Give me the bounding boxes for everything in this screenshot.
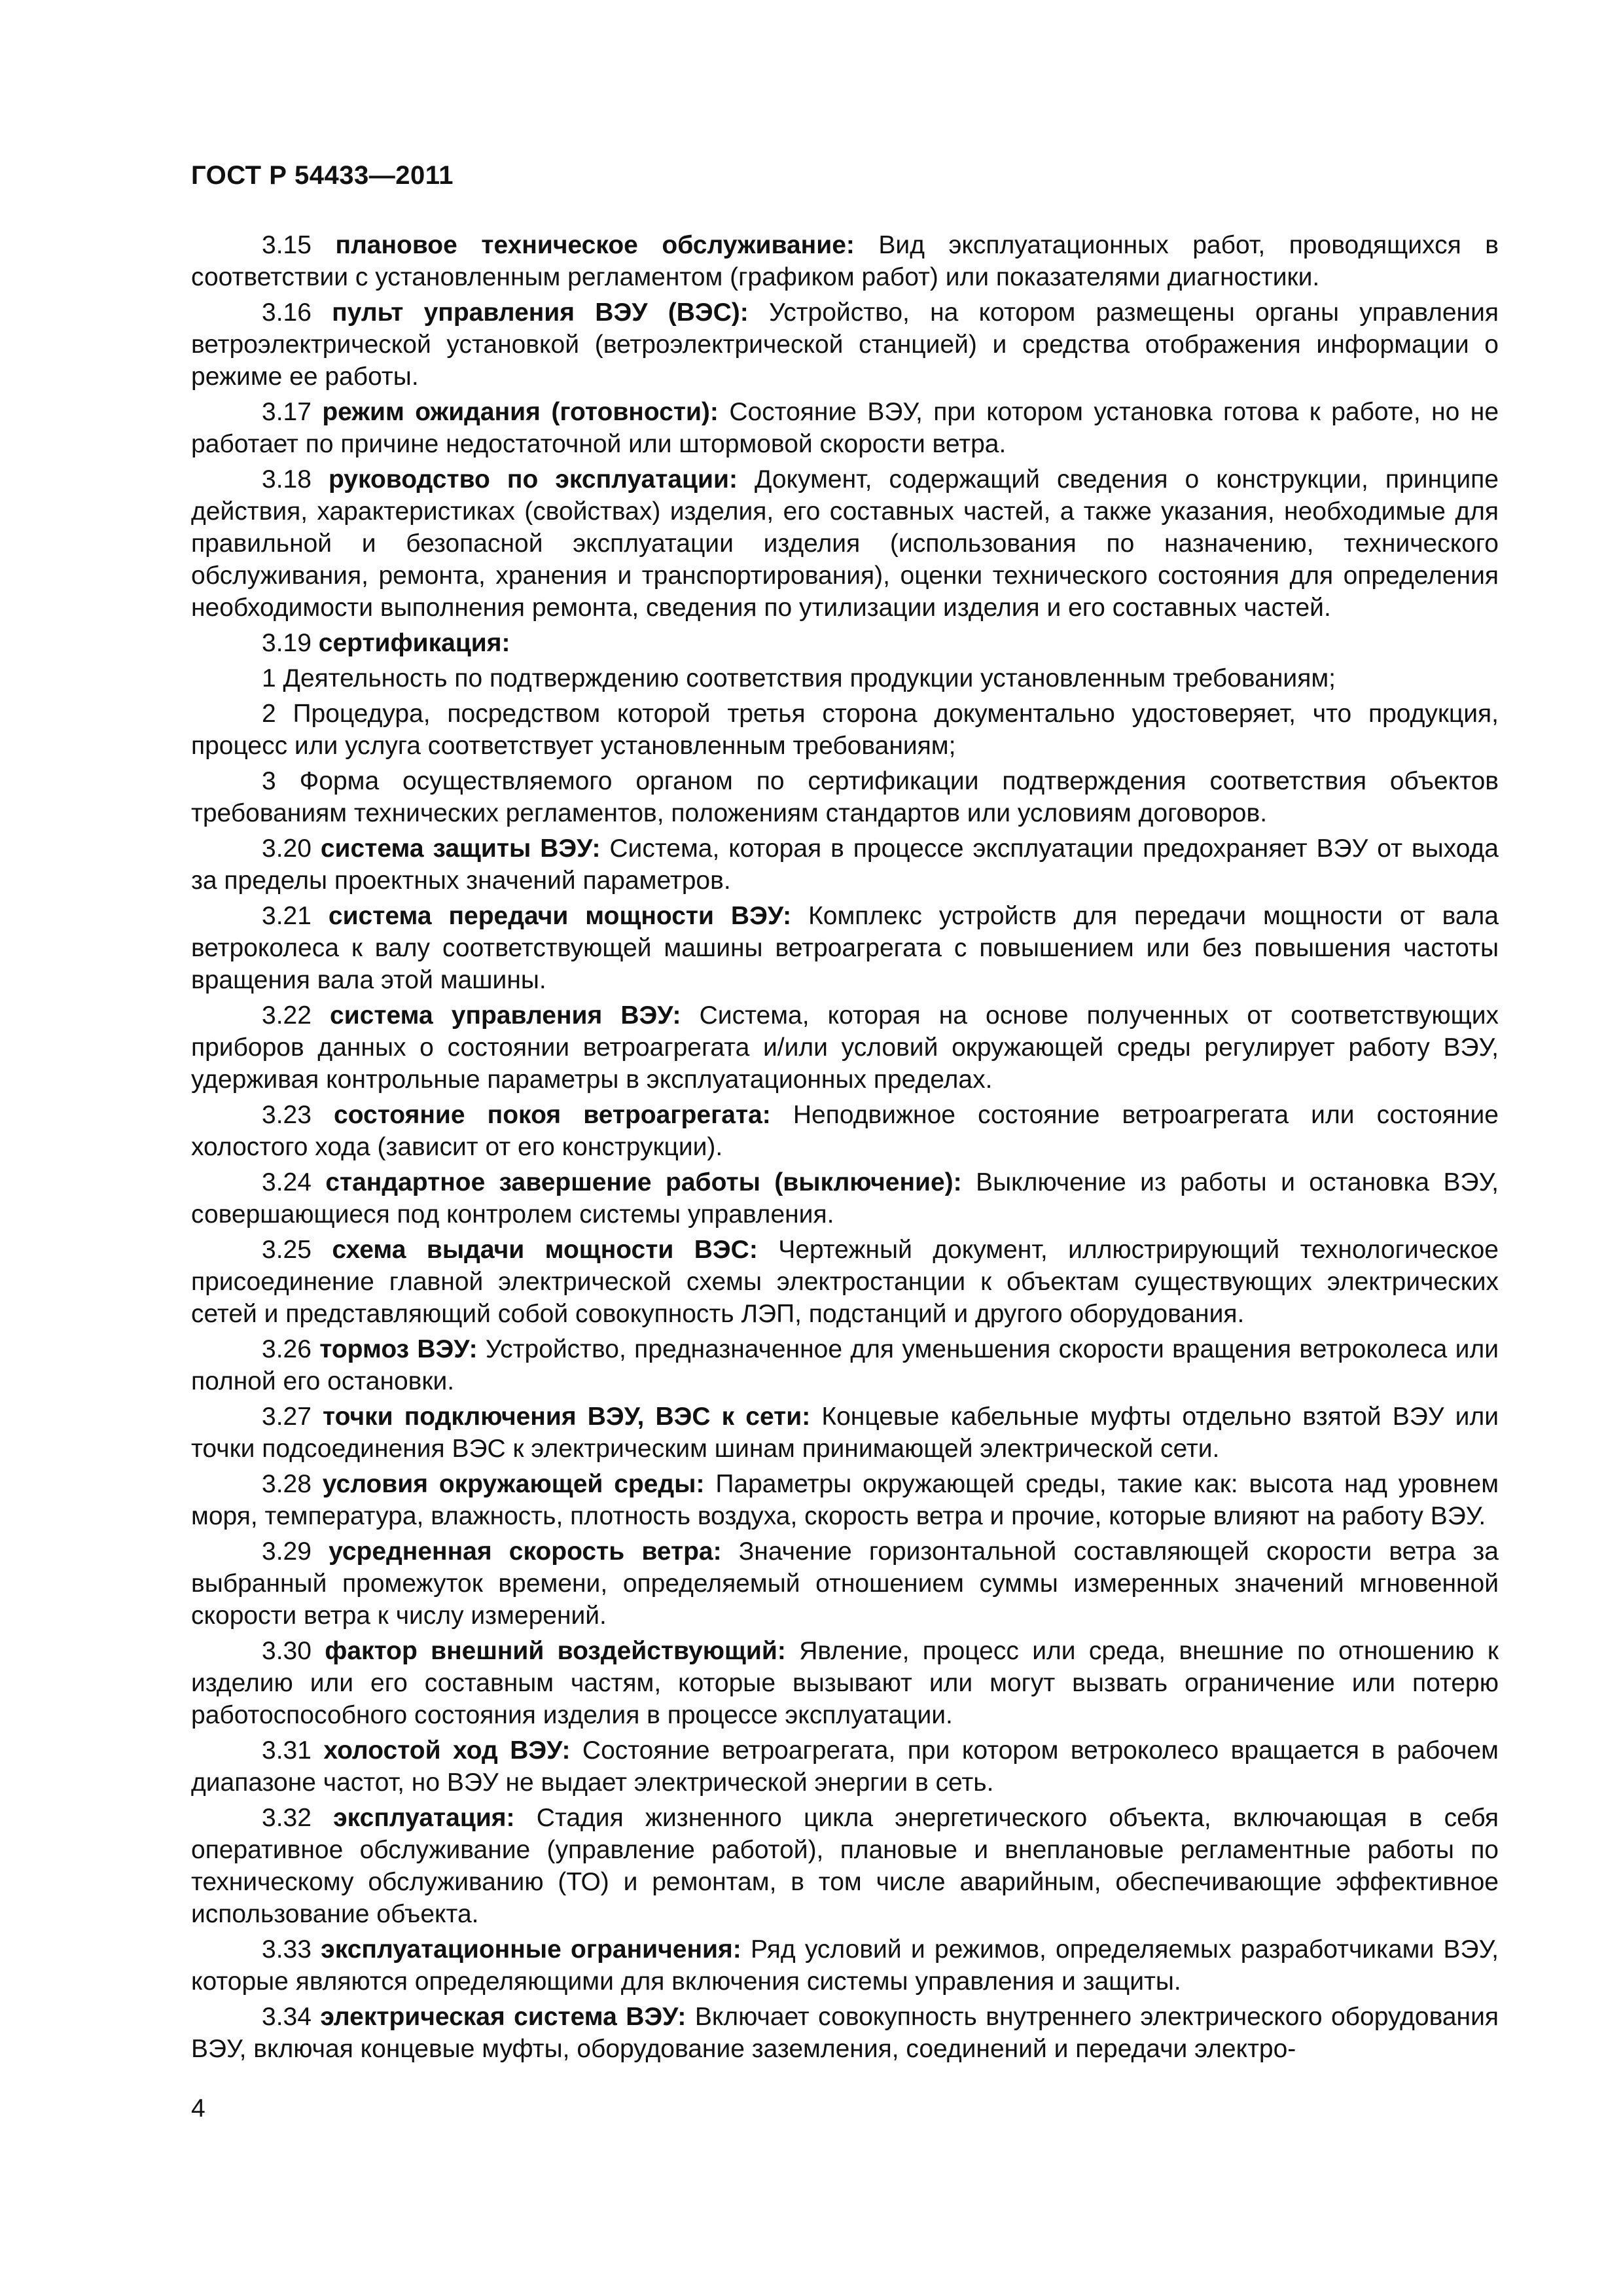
page-number: 4 [191,2094,205,2123]
definition-entry [191,1401,1499,1465]
entry-definition: 2 Процедура, посредством которой третья сторона документально удостоверяет, что продукция, процесс или услуга соответствует установленным требованиям; [191,700,1499,760]
entry-number: 3.22 [262,1001,312,1030]
entry-term: стандартное завершение работы (выключение): [325,1168,962,1196]
entry-definition: Параметры окружающей среды, такие как: высота над уровнем моря, температура, влажность, плотность воздуха, скорость ветра и прочие, которые влияют на работу ВЭУ. [191,1470,1499,1530]
entry-term: режим ожидания (готовности): [322,398,719,426]
definition-entry [191,1535,1499,1632]
entry-term: сертификация: [318,629,510,657]
entry-number: 3.31 [262,1736,312,1765]
definition-entry [191,662,1499,694]
definition-entry [191,229,1499,293]
entry-term: тормоз ВЭУ: [319,1335,478,1363]
entry-term: эксплуатация: [333,1804,515,1832]
entry-number: 3.30 [262,1637,312,1665]
entry-term: точки подключения ВЭУ, ВЭС к сети: [323,1403,811,1431]
entry-number: 3.32 [262,1804,312,1832]
entry-definition: Вид эксплуатационных работ, проводящихся в соответствии с установленным регламентом (графиком работ) или показателями диагностики. [191,231,1499,291]
entry-number: 3.23 [262,1101,312,1129]
entry-term: фактор внешний воздействующий: [325,1637,786,1665]
entry-term: состояние покоя ветроагрегата: [334,1101,771,1129]
entry-definition: Ряд условий и режимов, определяемых разработчиками ВЭУ, которые являются определяющими для включения системы управления и защиты. [191,1935,1499,1996]
entry-definition: Значение горизонтальной составляющей скорости ветра за выбранный промежуток времени, определяемый отношением суммы измеренных значений мгновенной скорости ветра к числу измерений. [191,1537,1499,1630]
entry-number: 3.34 [262,2003,312,2031]
definition-entry [191,1166,1499,1230]
definition-entry [191,1333,1499,1397]
definition-entry [191,833,1499,897]
entry-definition: Состояние ветроагрегата, при котором ветроколесо вращается в рабочем диапазоне частот, но ВЭУ не выдает электрической энергии в сеть. [191,1736,1499,1797]
entry-term: холостой ход ВЭУ: [323,1736,571,1765]
definition-entry [191,296,1499,393]
definition-entry [191,2001,1499,2065]
entry-term: пульт управления ВЭУ (ВЭС): [332,298,749,327]
entry-term: электрическая система ВЭУ: [320,2003,687,2031]
entry-number: 3.20 [262,834,312,863]
entry-definition: Чертежный документ, иллюстрирующий технологическое присоединение главной электрической схемы электростанции к объектам существующих электрических сетей и представляющий собой совокупность ЛЭП, подстанций и другого оборудования. [191,1236,1499,1328]
entry-definition: 3 Форма осуществляемого органом по сертификации подтверждения соответствия объектов требованиям технических регламентов, положениям стандартов или условиям договоров. [191,767,1499,827]
definition-entry [191,1234,1499,1330]
entry-definition: Явление, процесс или среда, внешние по отношению к изделию или его составным частям, которые вызывают или могут вызвать ограничение или потерю работоспособного состояния изделия в процессе эксплуатации. [191,1637,1499,1729]
entry-number: 3.16 [262,298,312,327]
definition-entry [191,1933,1499,1998]
entry-term: эксплуатационные ограничения: [321,1935,741,1964]
entry-number: 3.26 [262,1335,312,1363]
entry-number: 3.18 [262,465,312,493]
entry-definition: Стадия жизненного цикла энергетического объекта, включающая в себя оперативное обслуживание (управление работой), плановые и внеплановые регламентные работы по техническому обслуживанию (ТО) и ремонтам, в том числе аварийным, обеспечивающие эффективное использование объекта. [191,1804,1499,1928]
entry-number: 3.21 [262,902,312,930]
definition-entry [191,1734,1499,1799]
entry-term: система защиты ВЭУ: [320,834,601,863]
definition-entry [191,1468,1499,1532]
definition-entry [191,900,1499,996]
entry-definition: Документ, содержащий сведения о конструкции, принципе действия, характеристиках (свойствах) изделия, его составных частей, а также указания, необходимые для правильной и безопасной эксплуатации изделия (использования по назначению, технического обслуживания, ремонта, хранения и транспортирования), оценки технического состояния для определения необходимости выполнения ремонта, сведения по утилизации изделия и его составных частей. [191,465,1499,622]
entry-term: плановое техническое обслуживание: [335,231,855,259]
entry-term: усредненная скорость ветра: [329,1537,722,1566]
entry-definition: Неподвижное состояние ветроагрегата или состояние холостого хода (зависит от его конструкции). [191,1101,1499,1161]
entry-number: 3.29 [262,1537,312,1566]
entry-number: 3.19 [262,629,312,657]
entry-term: система управления ВЭУ: [330,1001,681,1030]
definition-entry [191,396,1499,460]
entry-definition: Комплекс устройств для передачи мощности от вала ветроколеса к валу соответствующей машины ветроагрегата с повышением или без повышения частоты вращения вала этой машины. [191,902,1499,994]
entry-number: 3.27 [262,1403,312,1431]
definition-entry [191,1635,1499,1731]
definitions-list [191,229,1499,2068]
entry-definition: Система, которая в процессе эксплуатации предохраняет ВЭУ от выхода за пределы проектных значений параметров. [191,834,1499,895]
definition-entry [191,1099,1499,1163]
entry-number: 3.33 [262,1935,312,1964]
entry-definition: Устройство, предназначенное для уменьшения скорости вращения ветроколеса или полной его остановки. [191,1335,1499,1395]
entry-term: условия окружающей среды: [322,1470,705,1498]
definition-entry [191,1802,1499,1930]
entry-definition: Система, которая на основе полученных от соответствующих приборов данных о состоянии ветроагрегата и/или условий окружающей среды регулирует работу ВЭУ, удерживая контрольные параметры в эксплуатационных пределах. [191,1001,1499,1094]
entry-definition: 1 Деятельность по подтверждению соответствия продукции установленным требованиям; [262,664,1336,692]
entry-definition: Устройство, на котором размещены органы управления ветроэлектрической установкой (ветроэлектрической станцией) и средства отображения информации о режиме ее работы. [191,298,1499,391]
entry-number: 3.25 [262,1236,312,1264]
entry-number: 3.17 [262,398,312,426]
definition-entry [191,698,1499,762]
definition-entry [191,765,1499,829]
definition-entry [191,999,1499,1096]
entry-definition: Состояние ВЭУ, при котором установка готова к работе, но не работает по причине недостаточной или штормовой скорости ветра. [191,398,1499,458]
entry-term: система передачи мощности ВЭУ: [328,902,792,930]
entry-term: руководство по эксплуатации: [328,465,738,493]
entry-term: схема выдачи мощности ВЭС: [332,1236,758,1264]
entry-definition: Концевые кабельные муфты отдельно взятой ВЭУ или точки подсоединения ВЭС к электрическим шинам принимающей электрической сети. [191,1403,1499,1463]
document-header: ГОСТ Р 54433—2011 [191,161,454,190]
entry-number: 3.24 [262,1168,312,1196]
entry-definition: Выключение из работы и остановка ВЭУ, совершающиеся под контролем системы управления. [191,1168,1499,1229]
entry-definition: Включает совокупность внутреннего электрического оборудования ВЭУ, включая концевые муфты, оборудование заземления, соединений и передачи электро- [191,2003,1499,2063]
definition-entry [191,627,1499,659]
entry-number: 3.28 [262,1470,312,1498]
definition-entry [191,463,1499,624]
entry-number: 3.15 [262,231,312,259]
